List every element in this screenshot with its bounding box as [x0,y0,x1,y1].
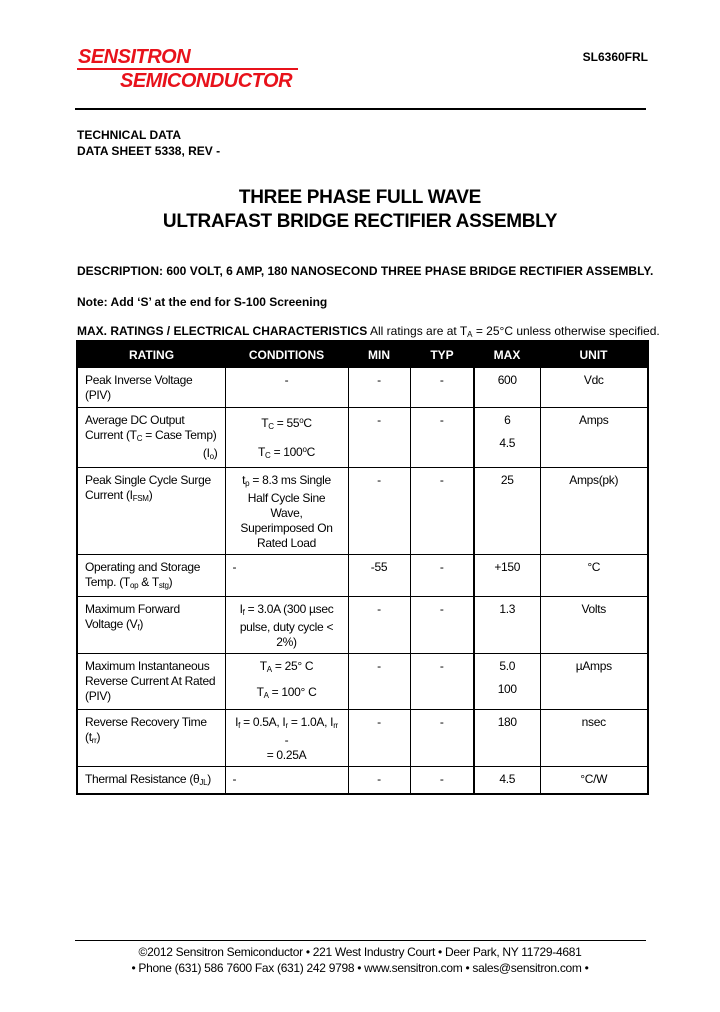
cell-text: = 8.3 ms Single [249,473,331,487]
cell-text: A [263,691,269,700]
cell-text: Rated Load [256,536,317,550]
cell-text: Superimposed On [240,521,333,535]
cell-text: Average DC Output [85,413,185,427]
cell-text: ) [168,575,173,589]
cell-line [482,436,533,451]
cell-unit [540,767,648,795]
cell-line [418,715,467,730]
cell-text: (PIV) [85,689,111,703]
cell-line [233,635,341,650]
screening-note: Note: Add ‘S’ at the end for S-100 Screening [77,295,328,309]
cell-text: - [439,373,444,387]
cell-text: - [232,772,237,786]
cell-line [482,602,533,617]
ratings-note-text-end: = 25°C unless otherwise specified. [472,324,660,338]
cell-line [356,659,403,674]
cell-conditions [225,710,348,767]
ratings-note [370,324,660,339]
cell-line [85,446,218,464]
cell-text: +150 [494,560,521,574]
cell-text: 6 [504,413,511,427]
cell-min [348,654,410,710]
cell-line [233,373,341,388]
cell-text: = 25° C [271,659,314,673]
cell-min [348,468,410,555]
cell-text: - [377,413,381,427]
cell-text: - [439,560,444,574]
cell-line [356,602,403,617]
cell-min [348,710,410,767]
cell-text: ) [207,772,211,786]
cell-text: 2%) [276,635,297,649]
cell-min [348,767,410,795]
cell-line [233,491,341,506]
cell-unit [540,368,648,408]
cell-conditions [225,368,348,408]
table-row [77,710,648,767]
cell-line [548,413,641,428]
ratings-heading: MAX. RATINGS / ELECTRICAL CHARACTERISTICS [77,324,368,338]
cell-rating [77,767,225,795]
cell-typ [410,710,474,767]
cell-text: - [439,659,444,673]
page-title-line1: THREE PHASE FULL WAVE [238,187,482,208]
cell-line [85,488,218,506]
part-number: SL6360FRL [582,50,648,64]
cell-min [348,408,410,468]
cell-line [482,715,533,730]
cell-line [85,575,218,593]
cell-conditions [225,654,348,710]
cell-line [233,506,341,521]
cell-max [474,555,540,597]
cell-text: Peak Inverse Voltage [85,373,193,387]
cell-line [418,473,467,488]
cell-text: - [377,373,381,387]
cell-line [548,373,641,388]
cell-line [548,772,641,787]
cell-unit [540,408,648,468]
footer-divider [75,940,646,941]
cell-max [474,368,540,408]
cell-line [85,730,218,748]
cell-typ [410,654,474,710]
cell-line [356,772,403,787]
cell-line [356,715,403,730]
cell-text: t [242,473,246,487]
ratings-note-text: All ratings are at T [370,324,468,338]
column-header-max: MAX [474,341,540,368]
data-sheet-number: DATA SHEET 5338, REV - [77,144,221,158]
cell-text: = 55 [273,416,300,430]
cell-line [482,473,533,488]
cell-unit [540,710,648,767]
cell-line [418,560,467,575]
cell-line [85,373,218,388]
cell-text: - [439,772,444,786]
cell-rating [77,368,225,408]
cell-text: 180 [497,715,517,729]
cell-unit [540,468,648,555]
cell-text: = 3.0A (300 µsec [244,602,334,616]
ratings-note-sub: A [467,330,473,339]
cell-line [85,473,218,488]
table-row [77,767,648,795]
technical-data-block [77,127,220,159]
cell-typ [410,468,474,555]
cell-line [233,772,341,787]
cell-max [474,654,540,710]
cell-line [356,373,403,388]
cell-text: - [284,373,289,387]
column-header-typ: TYP [410,341,474,368]
table-row [77,654,648,710]
cell-text: Amps [579,413,609,427]
cell-text: °C/W [580,772,608,786]
cell-text: Thermal Resistance (θ [85,772,200,786]
page-title-line2: ULTRAFAST BRIDGE RECTIFIER ASSEMBLY [162,211,558,232]
cell-text: T [258,445,266,459]
cell-text: 1.3 [499,602,516,616]
cell-line [548,560,641,575]
cell-text: - [377,659,381,673]
cell-text: Half Cycle Sine [247,491,326,505]
cell-text: rr [333,721,338,730]
cell-text: 600 [497,373,517,387]
cell-text: Operating and Storage [85,560,201,574]
cell-line [85,674,218,689]
cell-line [233,715,341,748]
logo-semiconductor: SEMICONDUCTOR [120,70,293,92]
table-row [77,597,648,654]
cell-line [233,748,341,763]
cell-text: = Case Temp) [142,428,217,442]
cell-text: I [239,602,243,616]
cell-text: p [245,479,250,488]
cell-line [85,659,218,674]
cell-text: - [377,772,381,786]
cell-conditions [225,408,348,468]
cell-text: = 1.0A, I [287,715,334,729]
cell-text: = 0.5A, I [240,715,286,729]
cell-text: Maximum Forward [85,602,180,616]
cell-text: 100 [497,682,517,696]
cell-text: ) [148,488,153,502]
cell-rating [77,408,225,468]
cell-text: - [439,413,444,427]
table-row [77,408,648,468]
cell-text: C [265,451,271,460]
cell-line [356,473,403,488]
footer-address: ©2012 Sensitron Semiconductor • 221 West Industry Court • Deer Park, NY 11729-4681 [138,945,582,959]
cell-line [482,682,533,697]
cell-text: f [137,623,140,632]
cell-line [418,373,467,388]
cell-typ [410,597,474,654]
cell-text: 4.5 [499,772,516,786]
cell-text: f [242,608,245,617]
cell-line [233,521,341,536]
cell-text: r [285,721,288,730]
cell-line [85,772,218,790]
footer-contact: • Phone (631) 586 7600 Fax (631) 242 9798 • www.sensitron.com • sales@sensitron.com • [131,961,589,975]
table-row [77,368,648,408]
cell-text: 25 [500,473,514,487]
cell-typ [410,555,474,597]
cell-text: Voltage (V [85,617,138,631]
cell-text: Vdc [583,373,604,387]
cell-unit [540,597,648,654]
cell-text: = 0.25A [266,748,307,762]
cell-typ [410,767,474,795]
column-header-rating: RATING [77,341,225,368]
table-row [77,555,648,597]
cell-line [482,413,533,428]
cell-text: A [266,665,272,674]
cell-line [85,388,218,403]
cell-line [418,413,467,428]
cell-text: C [303,416,312,430]
cell-text: Volts [581,602,607,616]
cell-text: - [377,715,381,729]
cell-conditions [225,555,348,597]
cell-line [418,772,467,787]
cell-text: (PIV) [85,388,111,402]
cell-text: 4.5 [499,436,516,450]
cell-text: = 100° C [268,685,317,699]
cell-conditions [225,597,348,654]
cell-typ [410,368,474,408]
cell-rating [77,468,225,555]
cell-line [85,428,218,446]
table-header-row [77,341,648,368]
cell-text: FSM [132,494,149,503]
cell-text: - [284,733,289,747]
cell-text: Wave, [270,506,303,520]
cell-min [348,555,410,597]
cell-text: - [439,602,444,616]
cell-conditions [225,767,348,795]
cell-text: T [259,659,267,673]
description: DESCRIPTION: 600 VOLT, 6 AMP, 180 NANOSECOND THREE PHASE BRIDGE RECTIFIER ASSEMBLY. [77,264,654,278]
cell-text: - [377,473,381,487]
cell-text: -55 [370,560,388,574]
cell-rating [77,710,225,767]
cell-line [356,413,403,428]
logo-sensitron: SENSITRON [78,46,191,68]
cell-text: Amps(pk) [569,473,619,487]
cell-line [548,715,641,730]
ratings-table [76,340,649,795]
cell-line [482,560,533,575]
cell-line [85,689,218,704]
cell-text: - [439,715,444,729]
cell-text: Maximum Instantaneous [85,659,210,673]
cell-line [85,602,218,617]
cell-line [85,560,218,575]
cell-text: (t [85,730,92,744]
cell-line [85,617,218,635]
header-divider [75,108,646,110]
cell-text: pulse, duty cycle < [239,620,334,634]
cell-text: Peak Single Cycle Surge [85,473,211,487]
cell-line [233,602,341,620]
cell-text: nsec [581,715,606,729]
cell-text: T [261,416,269,430]
cell-line [85,413,218,428]
cell-text: - [377,602,381,616]
cell-text: ) [213,446,218,460]
cell-max [474,710,540,767]
cell-text: I [235,715,239,729]
cell-line [418,659,467,674]
cell-text: ) [139,617,144,631]
cell-text: T [256,685,264,699]
cell-line [233,536,341,551]
column-header-conditions: CONDITIONS [225,341,348,368]
cell-max [474,408,540,468]
cell-line [85,715,218,730]
cell-text: Reverse Current At Rated [85,674,216,688]
cell-text: o [302,445,307,454]
cell-text: (I [202,446,210,460]
cell-min [348,597,410,654]
cell-line [233,659,341,677]
column-header-unit: UNIT [540,341,648,368]
cell-line [233,620,341,635]
cell-conditions [225,468,348,555]
cell-text: µAmps [575,659,612,673]
cell-line [233,560,341,575]
cell-rating [77,597,225,654]
cell-text: rr [91,736,97,745]
cell-text: stg [158,581,169,590]
cell-text: Current (T [85,428,137,442]
cell-line [233,473,341,491]
cell-text: o [299,416,304,425]
cell-text: o [209,452,214,461]
cell-unit [540,555,648,597]
cell-line [233,685,341,703]
technical-data-label: TECHNICAL DATA [77,128,181,142]
cell-text: = 100 [270,445,303,459]
cell-max [474,468,540,555]
cell-text: Temp. (T [85,575,130,589]
cell-max [474,597,540,654]
cell-line [233,413,341,434]
cell-line [548,659,641,674]
cell-text: ) [96,730,101,744]
cell-unit [540,654,648,710]
cell-max [474,767,540,795]
cell-text: & T [138,575,159,589]
cell-line [482,659,533,674]
cell-line [482,772,533,787]
cell-text: C [268,422,274,431]
cell-text: Current (I [85,488,133,502]
cell-text: op [129,581,139,590]
cell-text: C [306,445,315,459]
cell-rating [77,555,225,597]
cell-text: C [136,434,143,443]
cell-line [548,602,641,617]
cell-line [418,602,467,617]
cell-text: f [238,721,241,730]
cell-typ [410,408,474,468]
cell-line [548,473,641,488]
cell-text: - [439,473,444,487]
cell-text: 5.0 [499,659,516,673]
cell-line [356,560,403,575]
cell-text: °C [587,560,601,574]
cell-rating [77,654,225,710]
cell-min [348,368,410,408]
cell-line [482,373,533,388]
cell-text: JL [199,778,208,787]
cell-text: Reverse Recovery Time [85,715,207,729]
cell-text: - [232,560,237,574]
cell-line [233,442,341,463]
column-header-min: MIN [348,341,410,368]
table-row [77,468,648,555]
